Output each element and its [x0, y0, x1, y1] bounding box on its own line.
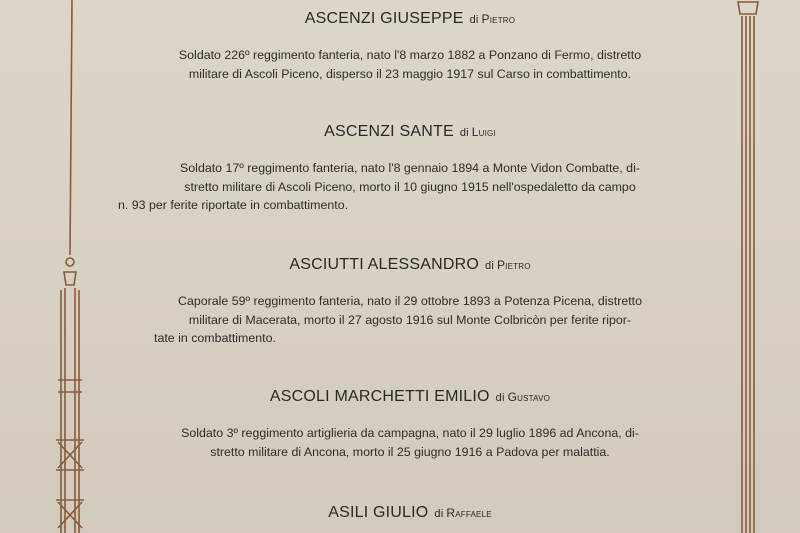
entry-ascenzi-sante [110, 123, 710, 215]
entry-ascenzi-giuseppe [110, 10, 710, 83]
entry-text [110, 424, 710, 461]
entry-di: di [434, 508, 444, 520]
entry-name: ASILI GIULIO [328, 504, 429, 521]
entry-line: militare di Ascoli Piceno, disperso il 23 maggio 1917 sul Carso in combattimento. [188, 66, 632, 81]
entry-line: Soldato 17º reggimento fanteria, nato l'8 gennaio 1894 a Monte Vidon Combatte, di- [180, 161, 640, 175]
entry-di: di [469, 14, 479, 26]
entry-father: Luigi [471, 125, 496, 139]
entry-line: Caporale 59º reggimento fanteria, nato il 29 ottobre 1893 a Potenza Picena, distretto [178, 294, 642, 308]
entry-name: ASCOLI MARCHETTI EMILIO [269, 388, 490, 405]
entry-di: di [459, 127, 469, 139]
entry-heading [110, 256, 710, 274]
entry-name: ASCENZI SANTE [324, 123, 454, 140]
entry-line: tate in combattimento. [154, 331, 276, 345]
entry-line: stretto militare di Ancona, morto il 25 giugno 1916 a Padova per malattia. [210, 444, 610, 459]
entry-di: di [495, 392, 505, 404]
entry-line: Soldato 226º reggimento fanteria, nato l'8 marzo 1882 a Ponzano di Fermo, distretto [178, 48, 642, 62]
entry-text [110, 159, 710, 215]
entry-father: Gustavo [507, 390, 551, 404]
entry-heading [110, 123, 710, 141]
entry-line: n. 93 per ferite riportate in combattimento. [118, 198, 349, 212]
entry-text [110, 292, 710, 348]
entry-heading [110, 504, 710, 522]
entry-line: stretto militare di Ascoli Piceno, morto il 10 giugno 1915 nell'ospedaletto da campo [184, 179, 636, 194]
entry-name: ASCIUTTI ALESSANDRO [289, 256, 479, 273]
entry-heading [110, 10, 710, 28]
entry-father: Raffaele [446, 506, 492, 520]
entry-di: di [485, 260, 494, 272]
entry-line: militare di Macerata, morto il 27 agosto 1916 sul Monte Colbricòn per ferite ripor- [188, 312, 632, 327]
entry-heading [110, 388, 710, 406]
entry-father: Pietro [496, 258, 531, 272]
entry-text [110, 46, 710, 83]
left-column-ornament [40, 0, 100, 533]
entry-ascoli-marchetti-emilio [110, 388, 710, 461]
right-column-ornament [718, 0, 778, 533]
entry-line: Soldato 3º reggimento artiglieria da campagna, nato il 29 luglio 1896 ad Ancona, di- [181, 426, 639, 440]
entry-asili-giulio [110, 504, 710, 522]
entry-name: ASCENZI GIUSEPPE [304, 10, 464, 27]
entry-father: Pietro [481, 12, 516, 26]
entry-asciutti-alessandro [110, 256, 710, 348]
